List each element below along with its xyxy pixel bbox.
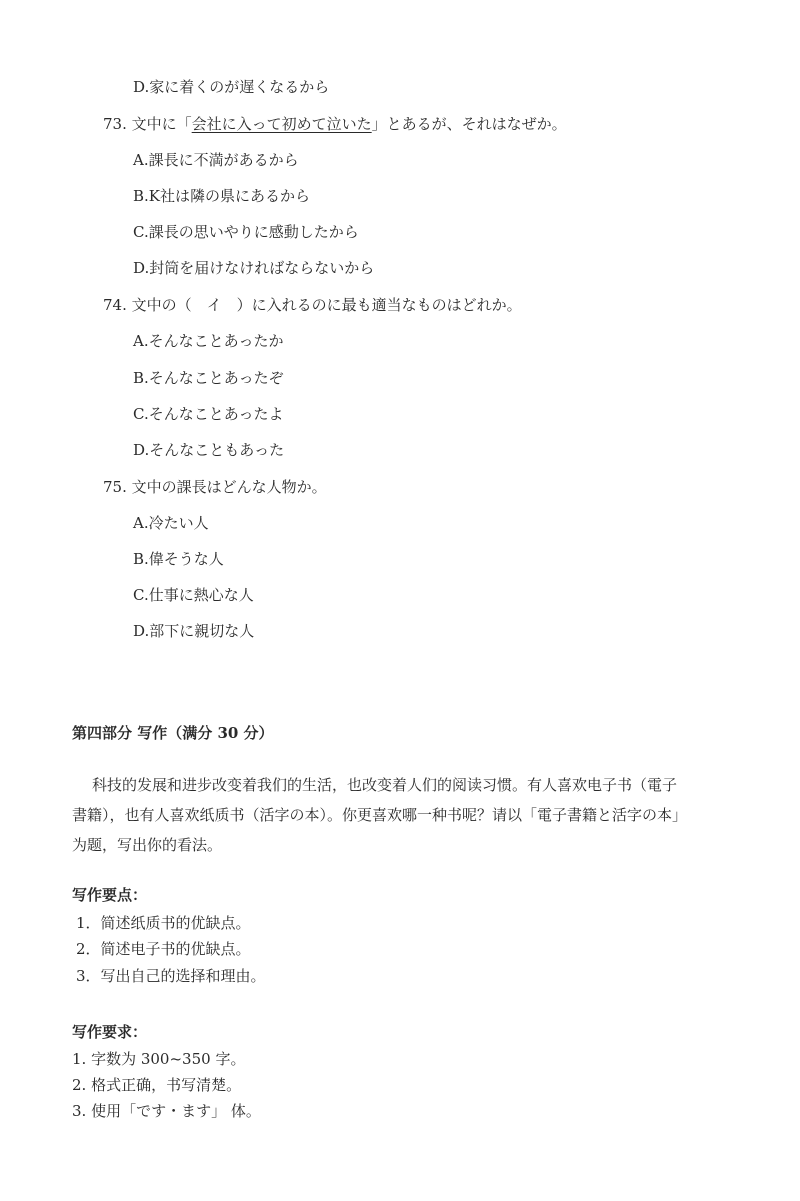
writing-section-title: 第四部分 写作（满分 30 分） bbox=[72, 724, 274, 742]
writing-prompt-line: 为题，写出你的看法。 bbox=[72, 836, 223, 854]
question-73-text-after: 」とあるが、それはなぜか。 bbox=[371, 115, 567, 133]
q75-option-d: D.部下に親切な人 bbox=[133, 622, 255, 640]
q73-option-d: D.封筒を届けなければならないから bbox=[133, 259, 375, 277]
question-75-text: 文中の課長はどんな人物か。 bbox=[131, 478, 327, 496]
writing-points-title: 写作要点： bbox=[72, 886, 148, 904]
q73-option-c: C.課長の思いやりに感動したから bbox=[133, 223, 359, 241]
question-73-underlined-phrase: 会社に入って初めて泣いた bbox=[191, 115, 372, 133]
question-75 bbox=[103, 477, 327, 497]
question-73-text-before: 文中に「 bbox=[131, 115, 192, 133]
question-75-number: 75. bbox=[103, 478, 127, 496]
q74-option-c: C.そんなことあったよ bbox=[133, 405, 284, 423]
q75-option-a: A.冷たい人 bbox=[133, 514, 209, 532]
q72-option-d: D.家に着くのが遅くなるから bbox=[133, 78, 330, 96]
q73-option-b: B.K社は隣の県にあるから bbox=[133, 187, 310, 205]
writing-prompt bbox=[72, 770, 732, 860]
question-74-text: 文中の（ イ ）に入れるのに最も適当なものはどれか。 bbox=[131, 296, 522, 314]
writing-requirement-item: 2. 格式正确，书写清楚。 bbox=[72, 1076, 242, 1094]
writing-point-item: 3．写出自己的选择和理由。 bbox=[76, 967, 266, 985]
writing-prompt-line: 書籍），也有人喜欢纸质书（活字の本）。你更喜欢哪一种书呢？请以「電子書籍と活字の本」 bbox=[72, 806, 688, 824]
writing-point-item: 1．简述纸质书的优缺点。 bbox=[76, 914, 251, 932]
writing-requirements-title: 写作要求： bbox=[72, 1023, 148, 1041]
writing-point-item: 2．简述电子书的优缺点。 bbox=[76, 940, 251, 958]
question-73-number: 73. bbox=[103, 115, 127, 133]
q74-option-d: D.そんなこともあった bbox=[133, 441, 285, 459]
question-74-number: 74. bbox=[103, 296, 127, 314]
q74-option-b: B.そんなことあったぞ bbox=[133, 369, 284, 387]
q75-option-b: B.偉そうな人 bbox=[133, 550, 224, 568]
question-74 bbox=[103, 295, 522, 315]
q75-option-c: C.仕事に熱心な人 bbox=[133, 586, 254, 604]
q74-option-a: A.そんなことあったか bbox=[133, 332, 284, 350]
writing-requirement-item: 1. 字数为 300~350 字。 bbox=[72, 1050, 246, 1068]
question-73 bbox=[103, 114, 567, 134]
q73-option-a: A.課長に不満があるから bbox=[133, 151, 299, 169]
writing-requirement-item: 3. 使用「です・ます」 体。 bbox=[72, 1102, 261, 1120]
writing-prompt-line: 科技的发展和进步改变着我们的生活，也改变着人们的阅读习惯。有人喜欢电子书（電子 bbox=[92, 776, 678, 794]
